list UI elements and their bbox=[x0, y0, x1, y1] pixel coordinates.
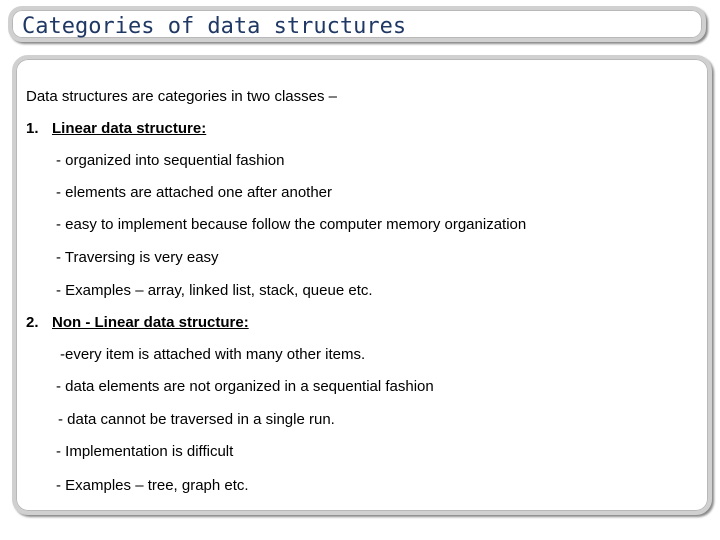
section-2-point: - Examples – tree, graph etc. bbox=[56, 477, 249, 494]
section-2-point: - data elements are not organized in a sequential fashion bbox=[56, 378, 434, 395]
section-1-point: - Traversing is very easy bbox=[56, 249, 219, 266]
title-box bbox=[8, 6, 706, 42]
section-2-number: 2. bbox=[26, 314, 39, 331]
section-1-number: 1. bbox=[26, 120, 39, 137]
section-1-point: - easy to implement because follow the computer memory organization bbox=[56, 216, 527, 233]
section-1-point: - elements are attached one after another bbox=[56, 184, 333, 201]
section-1-heading: Linear data structure: bbox=[52, 120, 207, 137]
section-2-heading: Non - Linear data structure: bbox=[52, 314, 249, 331]
section-1-point: - Examples – array, linked list, stack, queue etc. bbox=[56, 282, 373, 299]
section-1-point: - organized into sequential fashion bbox=[56, 152, 285, 169]
section-2-point: -every item is attached with many other items. bbox=[60, 346, 366, 363]
slide-title: Categories of data structures bbox=[22, 14, 407, 39]
intro-text: Data structures are categories in two classes – bbox=[26, 88, 337, 105]
section-2-point: - Implementation is difficult bbox=[56, 443, 234, 460]
section-2-point: - data cannot be traversed in a single run. bbox=[58, 411, 335, 428]
